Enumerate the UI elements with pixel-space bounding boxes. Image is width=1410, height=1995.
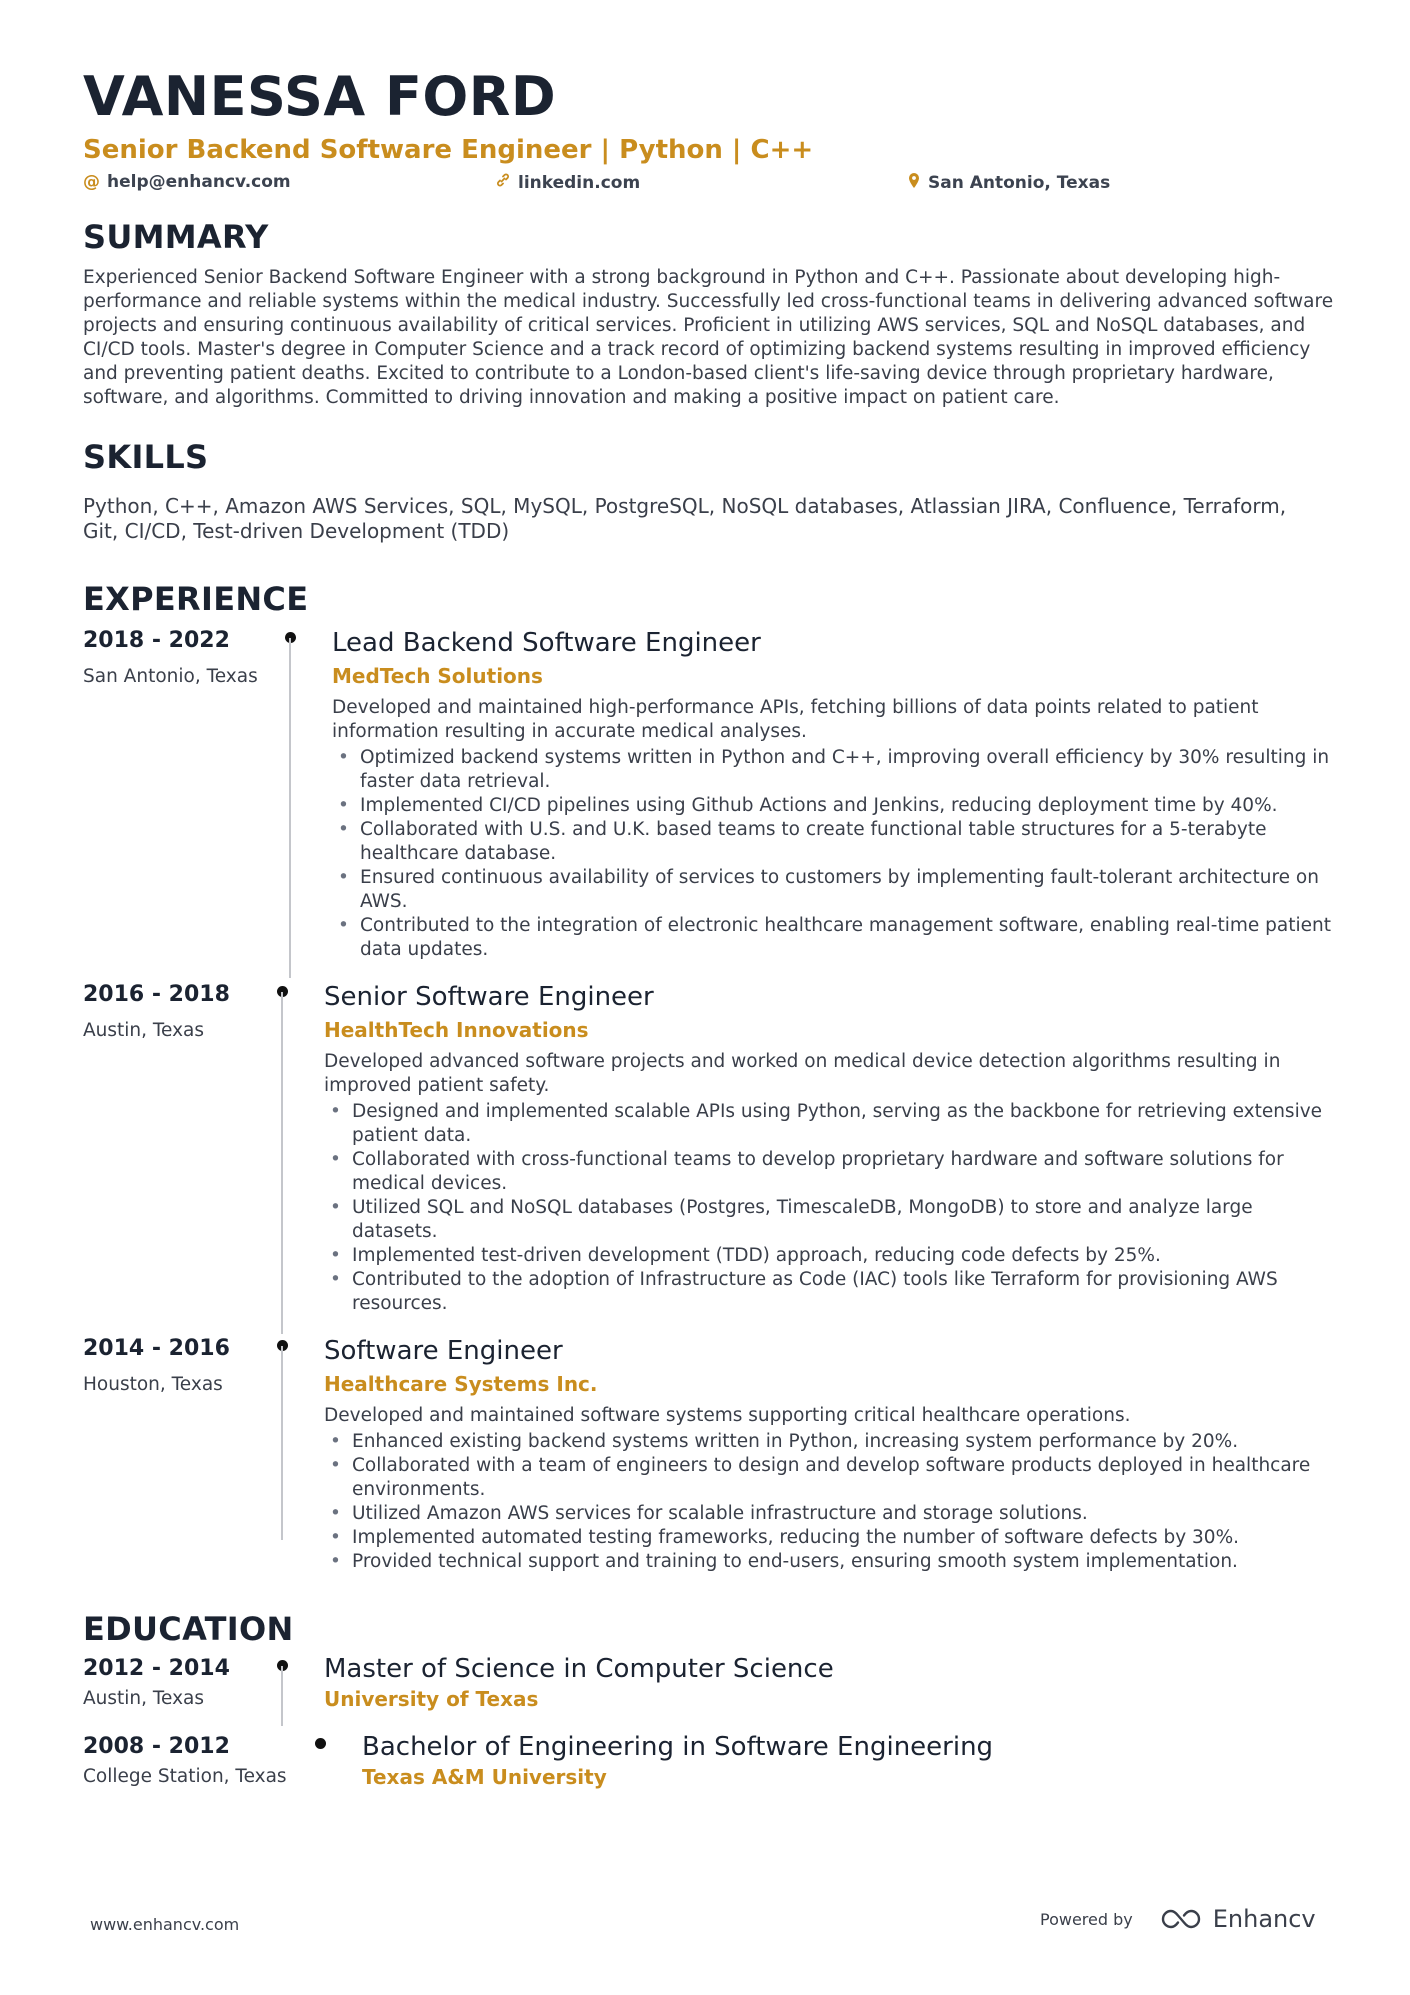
- candidate-name: VANESSA FORD: [83, 65, 557, 128]
- bullet-icon: •: [330, 1245, 341, 1266]
- bullet-line: faster data retrieval.: [360, 771, 551, 792]
- education-location: College Station, Texas: [83, 1766, 287, 1787]
- bullet-icon: •: [338, 867, 349, 888]
- bullet-line: medical devices.: [352, 1173, 508, 1194]
- degree-title: Master of Science in Computer Science: [324, 1654, 834, 1684]
- bullet-icon: •: [330, 1149, 341, 1170]
- job-location: Austin, Texas: [83, 1020, 205, 1041]
- bullet-line: Contributed to the adoption of Infrastructure as Code (IAC) tools like Terraform for provisioning AWS: [352, 1269, 1278, 1290]
- list-item: [324, 1430, 1344, 1454]
- footer-website-link[interactable]: www.enhancv.com: [90, 1915, 240, 1934]
- bullet-line: Implemented automated testing frameworks, reducing the number of software defects by 30%.: [352, 1527, 1240, 1548]
- list-item: [324, 1148, 1344, 1196]
- bullet-line: datasets.: [352, 1221, 438, 1242]
- skills-heading: SKILLS: [83, 438, 209, 476]
- bullet-icon: •: [330, 1431, 341, 1452]
- timeline-dot: [315, 1738, 326, 1749]
- description-line: information resulting in accurate medical analyses.: [332, 721, 807, 742]
- summary-line: performance and reliable systems within the medical industry. Successfully led cross-functional teams in delivering advanced software: [83, 291, 1334, 312]
- summary-line: Experienced Senior Backend Software Engineer with a strong background in Python and C++. Passionate about developing high-: [83, 267, 1281, 288]
- list-item: [324, 1526, 1344, 1550]
- job-content: [332, 628, 1352, 962]
- bullet-line: environments.: [352, 1479, 486, 1500]
- timeline-line: [289, 638, 291, 978]
- education-location: Austin, Texas: [83, 1688, 205, 1709]
- description-line: Developed advanced software projects and worked on medical device detection algorithms resulting in: [324, 1051, 1281, 1072]
- brand-name: Enhancv: [1212, 1905, 1316, 1933]
- education-content: [362, 1730, 1262, 1790]
- location-text: San Antonio, Texas: [928, 173, 1111, 193]
- bullet-icon: •: [338, 819, 349, 840]
- location-pin-icon: [907, 172, 921, 194]
- timeline-line: [281, 1346, 283, 1540]
- timeline-line: [281, 992, 283, 1334]
- list-item: [324, 1196, 1344, 1244]
- list-item: [332, 794, 1352, 818]
- list-item: [332, 746, 1352, 794]
- bullet-icon: •: [330, 1101, 341, 1122]
- job-description: [324, 1050, 1344, 1098]
- footer-branding[interactable]: [1040, 1905, 1316, 1933]
- powered-by-label: Powered by: [1040, 1909, 1133, 1929]
- skills-text: [83, 494, 1343, 544]
- bullet-line: AWS.: [360, 891, 408, 912]
- bullet-icon: •: [338, 747, 349, 768]
- skills-line: Python, C++, Amazon AWS Services, SQL, MySQL, PostgreSQL, NoSQL databases, Atlassian JIRA, Confluence, Terraform,: [83, 494, 1287, 518]
- description-line: Developed and maintained software systems supporting critical healthcare operations.: [324, 1405, 1131, 1426]
- job-title: Software Engineer: [324, 1336, 563, 1366]
- bullet-line: Optimized backend systems written in Python and C++, improving overall efficiency by 30% resulting in: [360, 747, 1330, 768]
- list-item: [324, 1268, 1344, 1316]
- bullet-icon: •: [338, 915, 349, 936]
- bullet-line: Utilized SQL and NoSQL databases (Postgres, TimescaleDB, MongoDB) to store and analyze large: [352, 1197, 1253, 1218]
- summary-line: projects and ensuring continuous availability of critical services. Proficient in utilizing AWS services, SQL and NoSQL databases, and: [83, 315, 1306, 336]
- contact-email[interactable]: [83, 172, 291, 192]
- linkedin-text: linkedin.com: [518, 172, 641, 193]
- bullet-line: Collaborated with cross-functional teams to develop proprietary hardware and software solutions for: [352, 1149, 1284, 1170]
- company-name: HealthTech Innovations: [324, 1018, 589, 1042]
- candidate-headline: Senior Backend Software Engineer | Python | C++: [83, 135, 814, 165]
- description-line: Developed and maintained high-performance APIs, fetching billions of data points related to patient: [332, 697, 1259, 718]
- job-content: [324, 982, 1344, 1316]
- bullet-line: Enhanced existing backend systems written in Python, increasing system performance by 20%.: [352, 1431, 1239, 1452]
- bullet-line: Implemented CI/CD pipelines using Github Actions and Jenkins, reducing deployment time by 40%.: [360, 795, 1278, 816]
- degree-title: Bachelor of Engineering in Software Engineering: [362, 1732, 994, 1762]
- company-name: MedTech Solutions: [332, 664, 543, 688]
- job-description: [332, 696, 1352, 744]
- bullet-line: Ensured continuous availability of services to customers by implementing fault-tolerant architecture on: [360, 867, 1319, 888]
- bullet-line: Contributed to the integration of electronic healthcare management software, enabling real-time patient: [360, 915, 1331, 936]
- description-line: improved patient safety.: [324, 1075, 550, 1096]
- bullet-icon: •: [330, 1455, 341, 1476]
- achievement-list: [324, 1100, 1344, 1316]
- bullet-line: patient data.: [352, 1125, 472, 1146]
- school-name: Texas A&M University: [362, 1765, 607, 1789]
- bullet-line: Designed and implemented scalable APIs using Python, serving as the backbone for retrieving extensive: [352, 1101, 1323, 1122]
- job-title: Lead Backend Software Engineer: [332, 628, 761, 658]
- bullet-line: Utilized Amazon AWS services for scalable infrastructure and storage solutions.: [352, 1503, 1088, 1524]
- education-content: [324, 1652, 1224, 1712]
- job-dates: 2014 - 2016: [83, 1336, 230, 1361]
- list-item: [324, 1502, 1344, 1526]
- summary-line: software, and algorithms. Committed to driving innovation and making a positive impact on patient care.: [83, 387, 1060, 408]
- list-item: [324, 1244, 1344, 1268]
- summary-line: and preventing patient deaths. Excited to contribute to a London-based client's life-saving device through proprietary hardware,: [83, 363, 1274, 384]
- bullet-line: Collaborated with a team of engineers to design and develop software products deployed in healthcare: [352, 1455, 1311, 1476]
- bullet-icon: •: [330, 1503, 341, 1524]
- email-text: help@enhancv.com: [107, 172, 291, 192]
- job-content: [324, 1336, 1344, 1574]
- list-item: [324, 1454, 1344, 1502]
- company-name: Healthcare Systems Inc.: [324, 1372, 598, 1396]
- list-item: [332, 914, 1352, 962]
- job-title: Senior Software Engineer: [324, 982, 654, 1012]
- bullet-icon: •: [330, 1551, 341, 1572]
- list-item: [332, 818, 1352, 866]
- achievement-list: [332, 746, 1352, 962]
- education-dates: 2012 - 2014: [83, 1656, 230, 1681]
- summary-heading: SUMMARY: [83, 218, 269, 256]
- job-dates: 2018 - 2022: [83, 628, 230, 653]
- bullet-line: Collaborated with U.S. and U.K. based teams to create functional table structures for a 5-terabyte: [360, 819, 1267, 840]
- list-item: [324, 1550, 1344, 1574]
- job-location: San Antonio, Texas: [83, 666, 258, 687]
- job-dates: 2016 - 2018: [83, 982, 230, 1007]
- bullet-line: Implemented test-driven development (TDD) approach, reducing code defects by 25%.: [352, 1245, 1161, 1266]
- achievement-list: [324, 1430, 1344, 1574]
- summary-text: [83, 266, 1343, 410]
- infinity-logo-icon: [1159, 1907, 1205, 1931]
- bullet-icon: •: [330, 1269, 341, 1290]
- contact-linkedin[interactable]: [495, 172, 640, 193]
- skills-line: Git, CI/CD, Test-driven Development (TDD): [83, 519, 510, 543]
- bullet-icon: •: [330, 1197, 341, 1218]
- timeline-line: [281, 1666, 283, 1726]
- job-location: Houston, Texas: [83, 1374, 223, 1395]
- bullet-icon: •: [338, 795, 349, 816]
- bullet-line: healthcare database.: [360, 843, 557, 864]
- list-item: [324, 1100, 1344, 1148]
- link-icon: [495, 172, 511, 193]
- contact-location: [907, 172, 1110, 194]
- job-description: [324, 1404, 1344, 1428]
- bullet-line: Provided technical support and training to end-users, ensuring smooth system implementation.: [352, 1551, 1238, 1572]
- enhancv-logo: [1159, 1905, 1316, 1933]
- education-dates: 2008 - 2012: [83, 1734, 230, 1759]
- bullet-icon: •: [330, 1527, 341, 1548]
- bullet-line: data updates.: [360, 939, 489, 960]
- at-icon: @: [83, 172, 100, 192]
- summary-line: CI/CD tools. Master's degree in Computer Science and a track record of optimizing backend systems resulting in improved efficiency: [83, 339, 1311, 360]
- experience-heading: EXPERIENCE: [83, 580, 309, 618]
- education-heading: EDUCATION: [83, 1610, 294, 1648]
- list-item: [332, 866, 1352, 914]
- school-name: University of Texas: [324, 1687, 539, 1711]
- bullet-line: resources.: [352, 1293, 448, 1314]
